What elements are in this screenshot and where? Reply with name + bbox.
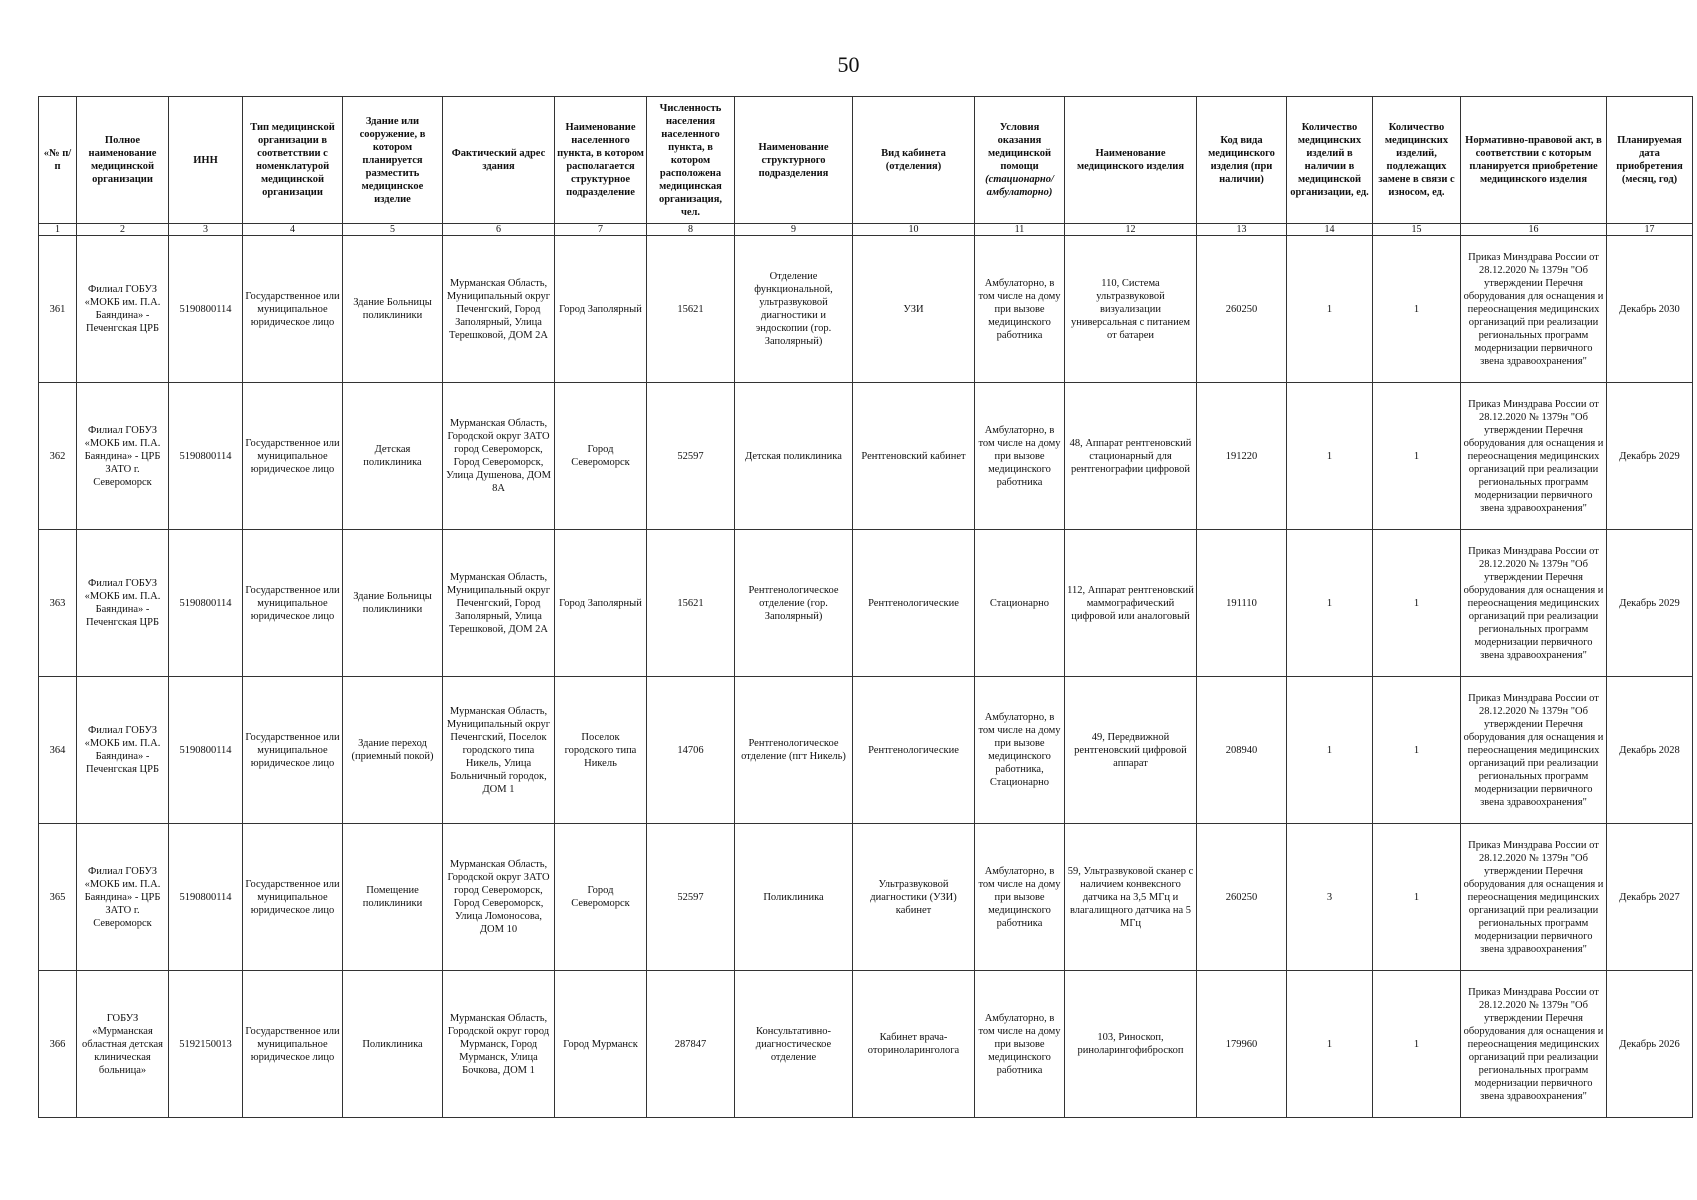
- cell-org: Филиал ГОБУЗ «МОКБ им. П.А. Баяндина» - Печенгская ЦРБ: [77, 530, 169, 677]
- column-number: 2: [77, 224, 169, 236]
- cell-code: 191110: [1197, 530, 1287, 677]
- header-row: [39, 97, 1693, 224]
- column-number: 14: [1287, 224, 1373, 236]
- cell-device: 110, Система ультразвуковой визуализации универсальная с питанием от батареи: [1065, 236, 1197, 383]
- cell-num: 363: [39, 530, 77, 677]
- table-row: [39, 677, 1693, 824]
- cell-cabinet: Кабинет врача-оториноларинголога: [853, 971, 975, 1118]
- col-header-act: Нормативно-правовой акт, в соответствии с которым планируется приобретение медицинского изделия: [1461, 97, 1607, 224]
- cell-num: 366: [39, 971, 77, 1118]
- cell-qty-have: 1: [1287, 236, 1373, 383]
- cell-address: Мурманская Область, Городской округ ЗАТО город Североморск, Город Североморск, Улица Ломоносова, ДОМ 10: [443, 824, 555, 971]
- column-number: 3: [169, 224, 243, 236]
- cell-building: Здание переход (приемный покой): [343, 677, 443, 824]
- cell-conditions: Стационарно: [975, 530, 1065, 677]
- column-number: 15: [1373, 224, 1461, 236]
- equipment-table: [38, 96, 1693, 1118]
- cell-building: Здание Больницы поликлиники: [343, 530, 443, 677]
- cell-conditions: Амбулаторно, в том числе на дому при вызове медицинского работника: [975, 236, 1065, 383]
- table-row: [39, 971, 1693, 1118]
- table-row: [39, 236, 1693, 383]
- cell-date: Декабрь 2029: [1607, 530, 1693, 677]
- cell-code: 260250: [1197, 824, 1287, 971]
- cell-conditions: Амбулаторно, в том числе на дому при вызове медицинского работника, Стационарно: [975, 677, 1065, 824]
- table-row: [39, 383, 1693, 530]
- cell-device: 103, Риноскоп, риноларингофиброскоп: [1065, 971, 1197, 1118]
- cell-settlement: Город Североморск: [555, 383, 647, 530]
- cell-act: Приказ Минздрава России от 28.12.2020 № 1379н "Об утверждении Перечня оборудования для оснащения и переоснащения медицинских организаций при реализации региональных программ модернизации первичного звена здравоохранения": [1461, 383, 1607, 530]
- col-header-inn: ИНН: [169, 97, 243, 224]
- cell-date: Декабрь 2030: [1607, 236, 1693, 383]
- cell-inn: 5190800114: [169, 236, 243, 383]
- cell-conditions: Амбулаторно, в том числе на дому при вызове медицинского работника: [975, 971, 1065, 1118]
- cell-code: 179960: [1197, 971, 1287, 1118]
- column-number: 13: [1197, 224, 1287, 236]
- cell-address: Мурманская Область, Городской округ ЗАТО город Североморск, Город Североморск, Улица Душенова, ДОМ 8А: [443, 383, 555, 530]
- cell-cabinet: Рентгеновский кабинет: [853, 383, 975, 530]
- cell-type: Государственное или муниципальное юридическое лицо: [243, 236, 343, 383]
- cell-type: Государственное или муниципальное юридическое лицо: [243, 824, 343, 971]
- table-row: [39, 530, 1693, 677]
- cell-qty-have: 1: [1287, 971, 1373, 1118]
- cell-qty-have: 1: [1287, 530, 1373, 677]
- cell-unit: Отделение функциональной, ультразвуковой диагностики и эндоскопии (гор. Заполярный): [735, 236, 853, 383]
- cell-building: Поликлиника: [343, 971, 443, 1118]
- cell-cabinet: Ультразвуковой диагностики (УЗИ) кабинет: [853, 824, 975, 971]
- cell-address: Мурманская Область, Городской округ город Мурманск, Город Мурманск, Улица Бочкова, ДОМ 1: [443, 971, 555, 1118]
- cell-unit: Рентгенологическое отделение (пгт Никель): [735, 677, 853, 824]
- column-number: 5: [343, 224, 443, 236]
- cell-unit: Детская поликлиника: [735, 383, 853, 530]
- cell-population: 52597: [647, 824, 735, 971]
- column-number: 16: [1461, 224, 1607, 236]
- col-header-qty-have: Количество медицинских изделий в наличии в медицинской организации, ед.: [1287, 97, 1373, 224]
- cell-population: 52597: [647, 383, 735, 530]
- cell-population: 15621: [647, 236, 735, 383]
- cell-qty-have: 1: [1287, 677, 1373, 824]
- cell-building: Детская поликлиника: [343, 383, 443, 530]
- cell-num: 361: [39, 236, 77, 383]
- cell-org: Филиал ГОБУЗ «МОКБ им. П.А. Баяндина» - ЦРБ ЗАТО г. Североморск: [77, 824, 169, 971]
- cell-date: Декабрь 2026: [1607, 971, 1693, 1118]
- cell-building: Помещение поликлиники: [343, 824, 443, 971]
- cell-num: 362: [39, 383, 77, 530]
- cell-qty-replace: 1: [1373, 677, 1461, 824]
- cell-type: Государственное или муниципальное юридическое лицо: [243, 530, 343, 677]
- cell-org: ГОБУЗ «Мурманская областная детская клиническая больница»: [77, 971, 169, 1118]
- cell-settlement: Город Заполярный: [555, 236, 647, 383]
- column-number: 9: [735, 224, 853, 236]
- cell-inn: 5190800114: [169, 530, 243, 677]
- cell-cabinet: УЗИ: [853, 236, 975, 383]
- cell-population: 15621: [647, 530, 735, 677]
- cell-org: Филиал ГОБУЗ «МОКБ им. П.А. Баяндина» - Печенгская ЦРБ: [77, 236, 169, 383]
- cell-settlement: Город Североморск: [555, 824, 647, 971]
- cell-cabinet: Рентгенологические: [853, 677, 975, 824]
- cell-qty-have: 1: [1287, 383, 1373, 530]
- cell-type: Государственное или муниципальное юридическое лицо: [243, 383, 343, 530]
- col-header-conditions-label: Условия оказания медицинской помощи: [987, 122, 1052, 172]
- cell-device: 59, Ультразвуковой сканер с наличием конвексного датчика на 3,5 МГц и влагалищного датчика на 5 МГц: [1065, 824, 1197, 971]
- cell-qty-have: 3: [1287, 824, 1373, 971]
- col-header-type: Тип медицинской организации в соответствии с номенклатурой медицинской организации: [243, 97, 343, 224]
- cell-date: Декабрь 2027: [1607, 824, 1693, 971]
- column-number: 1: [39, 224, 77, 236]
- column-number: 7: [555, 224, 647, 236]
- column-number: 6: [443, 224, 555, 236]
- cell-conditions: Амбулаторно, в том числе на дому при вызове медицинского работника: [975, 383, 1065, 530]
- cell-type: Государственное или муниципальное юридическое лицо: [243, 971, 343, 1118]
- cell-settlement: Город Заполярный: [555, 530, 647, 677]
- column-number: 8: [647, 224, 735, 236]
- cell-act: Приказ Минздрава России от 28.12.2020 № 1379н "Об утверждении Перечня оборудования для оснащения и переоснащения медицинских организаций при реализации региональных программ модернизации первичного звена здравоохранения": [1461, 824, 1607, 971]
- cell-settlement: Город Мурманск: [555, 971, 647, 1118]
- cell-qty-replace: 1: [1373, 530, 1461, 677]
- cell-code: 260250: [1197, 236, 1287, 383]
- cell-act: Приказ Минздрава России от 28.12.2020 № 1379н "Об утверждении Перечня оборудования для оснащения и переоснащения медицинских организаций при реализации региональных программ модернизации первичного звена здравоохранения": [1461, 677, 1607, 824]
- column-number: 12: [1065, 224, 1197, 236]
- column-number: 4: [243, 224, 343, 236]
- cell-qty-replace: 1: [1373, 236, 1461, 383]
- col-header-date: Планируемая дата приобретения (месяц, год): [1607, 97, 1693, 224]
- col-header-qty-replace: Количество медицинских изделий, подлежащих замене в связи с износом, ед.: [1373, 97, 1461, 224]
- cell-qty-replace: 1: [1373, 824, 1461, 971]
- cell-type: Государственное или муниципальное юридическое лицо: [243, 677, 343, 824]
- col-header-conditions-sub: (стационарно/ амбулаторно): [985, 174, 1054, 198]
- cell-num: 364: [39, 677, 77, 824]
- cell-qty-replace: 1: [1373, 971, 1461, 1118]
- cell-population: 287847: [647, 971, 735, 1118]
- cell-address: Мурманская Область, Муниципальный округ Печенгский, Город Заполярный, Улица Терешковой, ДОМ 2А: [443, 236, 555, 383]
- cell-population: 14706: [647, 677, 735, 824]
- cell-org: Филиал ГОБУЗ «МОКБ им. П.А. Баяндина» - Печенгская ЦРБ: [77, 677, 169, 824]
- cell-unit: Поликлиника: [735, 824, 853, 971]
- cell-device: 49, Передвижной рентгеновский цифровой аппарат: [1065, 677, 1197, 824]
- col-header-building: Здание или сооружение, в котором планируется разместить медицинское изделие: [343, 97, 443, 224]
- cell-code: 208940: [1197, 677, 1287, 824]
- cell-cabinet: Рентгенологические: [853, 530, 975, 677]
- column-number: 17: [1607, 224, 1693, 236]
- col-header-device: Наименование медицинского изделия: [1065, 97, 1197, 224]
- cell-unit: Консультативно-диагностическое отделение: [735, 971, 853, 1118]
- col-header-conditions: [975, 97, 1065, 224]
- cell-date: Декабрь 2029: [1607, 383, 1693, 530]
- cell-inn: 5190800114: [169, 824, 243, 971]
- cell-building: Здание Больницы поликлиники: [343, 236, 443, 383]
- cell-num: 365: [39, 824, 77, 971]
- cell-act: Приказ Минздрава России от 28.12.2020 № 1379н "Об утверждении Перечня оборудования для оснащения и переоснащения медицинских организаций при реализации региональных программ модернизации первичного звена здравоохранения": [1461, 971, 1607, 1118]
- col-header-population: Численность населения населенного пункта, в котором расположена медицинская организация, чел.: [647, 97, 735, 224]
- cell-qty-replace: 1: [1373, 383, 1461, 530]
- col-header-code: Код вида медицинского изделия (при наличии): [1197, 97, 1287, 224]
- column-number: 10: [853, 224, 975, 236]
- cell-inn: 5190800114: [169, 677, 243, 824]
- col-header-address: Фактический адрес здания: [443, 97, 555, 224]
- cell-act: Приказ Минздрава России от 28.12.2020 № 1379н "Об утверждении Перечня оборудования для оснащения и переоснащения медицинских организаций при реализации региональных программ модернизации первичного звена здравоохранения": [1461, 530, 1607, 677]
- cell-conditions: Амбулаторно, в том числе на дому при вызове медицинского работника: [975, 824, 1065, 971]
- table-row: [39, 824, 1693, 971]
- col-header-num: «№ п/п: [39, 97, 77, 224]
- col-header-org: Полное наименование медицинской организации: [77, 97, 169, 224]
- cell-address: Мурманская Область, Муниципальный округ Печенгский, Поселок городского типа Никель, Улица Больничный городок, ДОМ 1: [443, 677, 555, 824]
- cell-inn: 5190800114: [169, 383, 243, 530]
- cell-unit: Рентгенологическое отделение (гор. Заполярный): [735, 530, 853, 677]
- cell-address: Мурманская Область, Муниципальный округ Печенгский, Город Заполярный, Улица Терешковой, ДОМ 2А: [443, 530, 555, 677]
- cell-date: Декабрь 2028: [1607, 677, 1693, 824]
- cell-code: 191220: [1197, 383, 1287, 530]
- column-number: 11: [975, 224, 1065, 236]
- col-header-cabinet: Вид кабинета (отделения): [853, 97, 975, 224]
- cell-act: Приказ Минздрава России от 28.12.2020 № 1379н "Об утверждении Перечня оборудования для оснащения и переоснащения медицинских организаций при реализации региональных программ модернизации первичного звена здравоохранения": [1461, 236, 1607, 383]
- page-number: 50: [837, 52, 860, 77]
- column-number-row: [39, 224, 1693, 236]
- cell-inn: 5192150013: [169, 971, 243, 1118]
- col-header-unit: Наименование структурного подразделения: [735, 97, 853, 224]
- cell-settlement: Поселок городского типа Никель: [555, 677, 647, 824]
- cell-device: 112, Аппарат рентгеновский маммографический цифровой или аналоговый: [1065, 530, 1197, 677]
- cell-device: 48, Аппарат рентгеновский стационарный для рентгенографии цифровой: [1065, 383, 1197, 530]
- cell-org: Филиал ГОБУЗ «МОКБ им. П.А. Баяндина» - ЦРБ ЗАТО г. Североморск: [77, 383, 169, 530]
- col-header-settlement: Наименование населенного пункта, в котором располагается структурное подразделение: [555, 97, 647, 224]
